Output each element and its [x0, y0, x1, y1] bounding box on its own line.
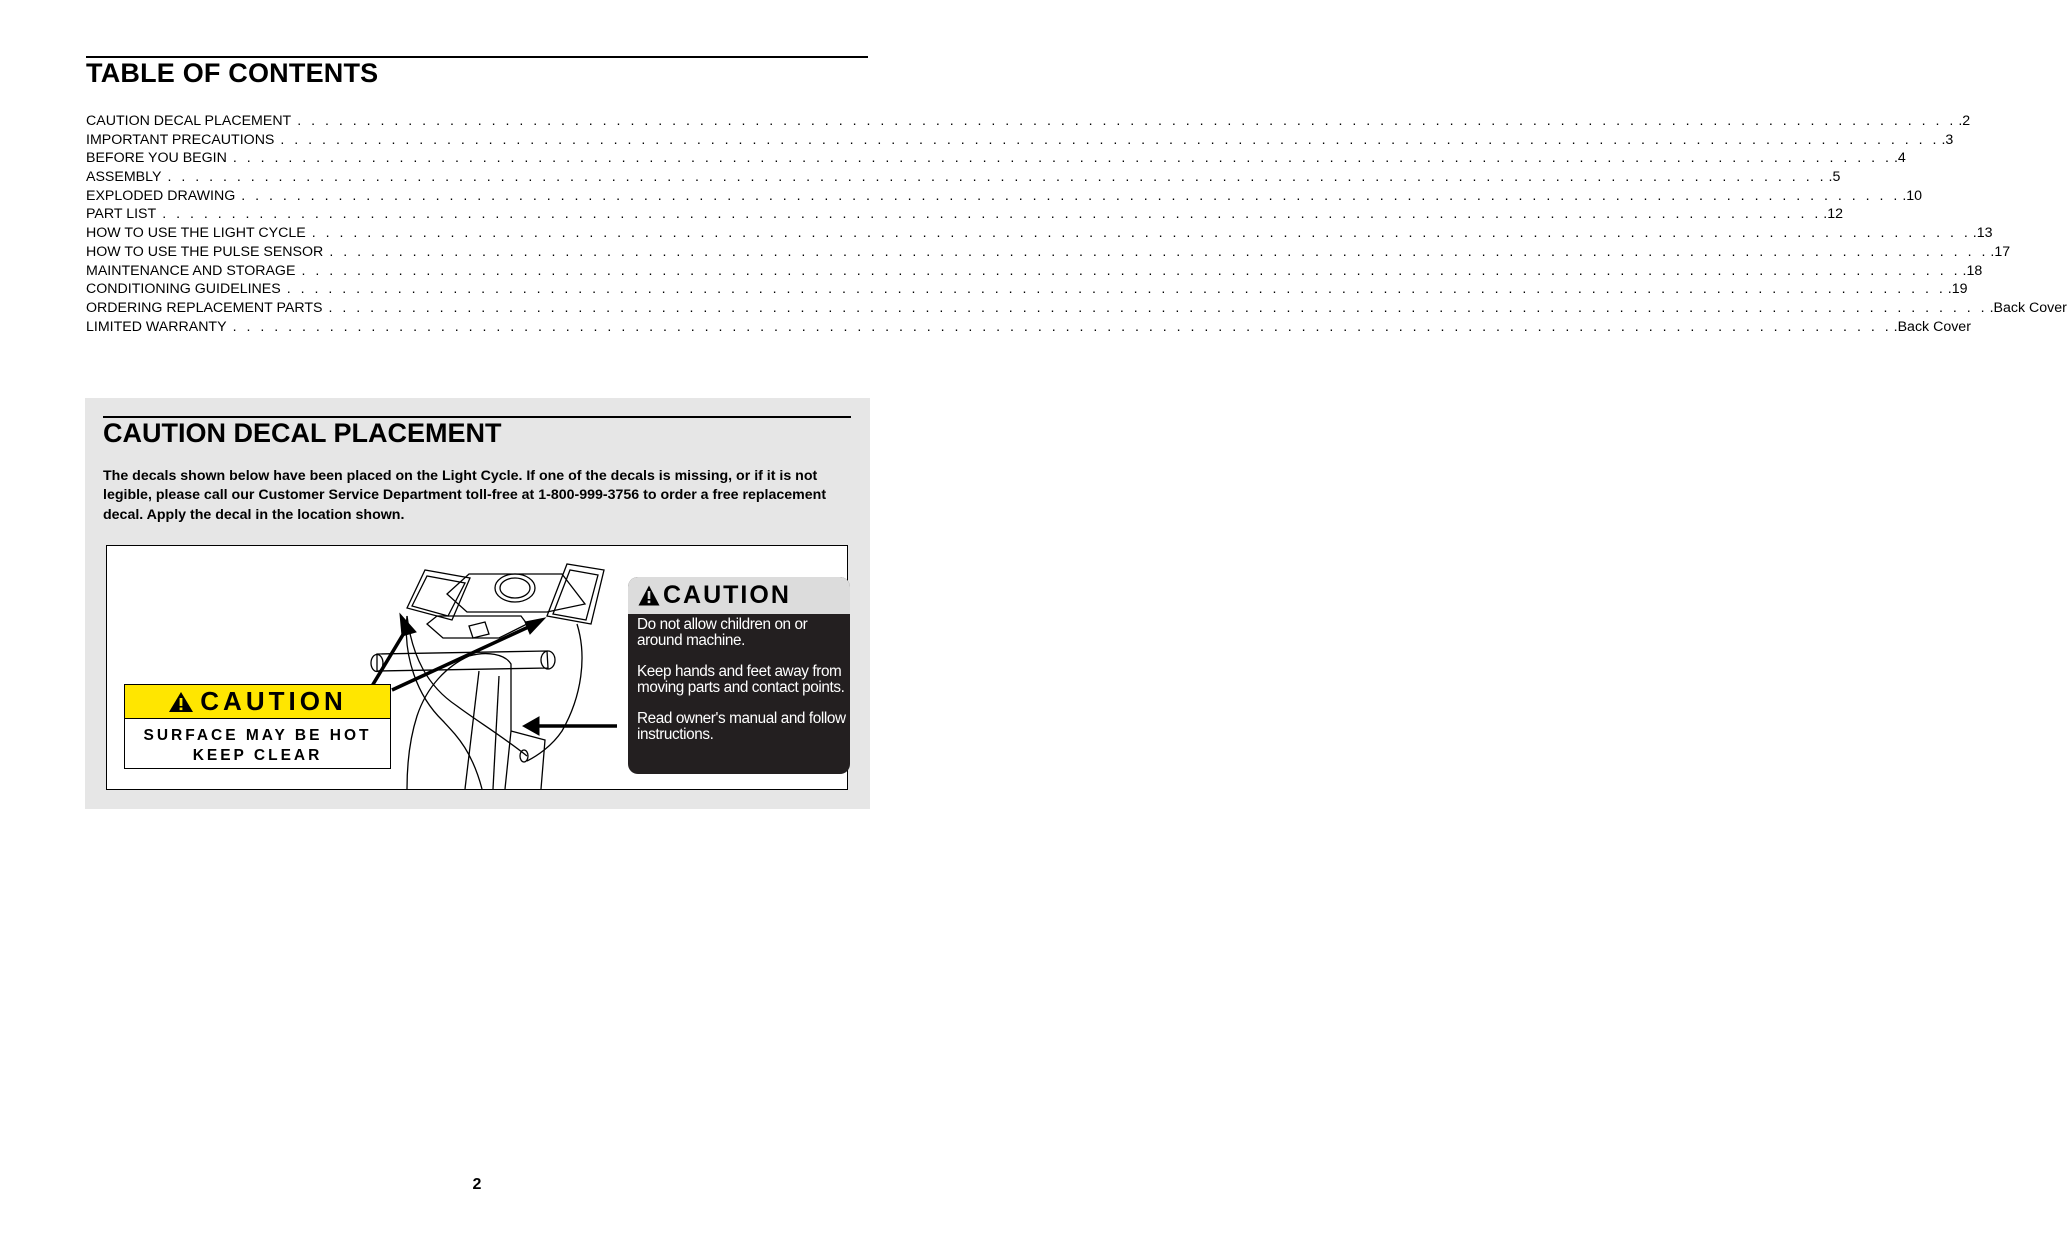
warning-triangle-icon: [638, 585, 660, 606]
toc-entry-page: .10: [1902, 187, 1923, 204]
toc-dot-leader: . . . . . . . . . . . . . . . . . . . . . . . . . . . . . . . . . . . . . . . . . . . . . . . . . . . . . . . . . . . . . . . . . . . . . . . . . . . . . . . . . . . . . . . . . . . . . . . . . . . . . . . . . . . . . . . . . . . . . . . .: [241, 187, 1901, 204]
instructions-decal-header: [628, 577, 850, 614]
toc-entry-title: ORDERING REPLACEMENT PARTS: [86, 299, 323, 316]
warning-triangle-icon: [168, 691, 194, 713]
toc-dot-leader: . . . . . . . . . . . . . . . . . . . . . . . . . . . . . . . . . . . . . . . . . . . . . . . . . . . . . . . . . . . . . . . . . . . . . . . . . . . . . . . . . . . . . . . . . . . . . . . . . . . . . . . . . . . . . . . . . . . . . . . .: [301, 262, 1961, 279]
section-title: CAUTION DECAL PLACEMENT: [103, 418, 502, 448]
toc-entry-page: .3: [1941, 131, 1954, 148]
toc-entry: [86, 262, 1983, 281]
toc-entry: [86, 112, 1971, 131]
toc-entry-title: HOW TO USE THE PULSE SENSOR: [86, 243, 324, 260]
toc-entry-title: MAINTENANCE AND STORAGE: [86, 262, 296, 279]
caution-decal-section: [85, 398, 870, 809]
toc-entry-page: .13: [1972, 225, 1993, 242]
toc-entry-title: ASSEMBLY: [86, 169, 162, 186]
toc-entry-title: EXPLODED DRAWING: [86, 187, 236, 204]
toc-entry: [86, 299, 2067, 318]
toc-list: [86, 112, 2067, 336]
surface-hot-line: SURFACE MAY BE HOT: [143, 727, 372, 744]
decal-placement-figure: [106, 545, 848, 790]
keep-clear-line: KEEP CLEAR: [192, 747, 323, 764]
instructions-decal-body: [637, 617, 847, 758]
surface-hot-decal-text: [125, 719, 390, 766]
toc-entry-title: CAUTION DECAL PLACEMENT: [86, 113, 292, 129]
toc-dot-leader: . . . . . . . . . . . . . . . . . . . . . . . . . . . . . . . . . . . . . . . . . . . . . . . . . . . . . . . . . . . . . . . . . . . . . . . . . . . . . . . . . . . . . . . . . . . . . . . . . . . . . . . . . . . . . . . . . . . . . . . .: [329, 243, 1989, 260]
toc-entry-page: .2: [1958, 113, 1971, 129]
toc-entry-page: .4: [1893, 150, 1906, 167]
instructions-decal-heading: CAUTION: [663, 581, 791, 609]
toc-entry-page: .12: [1823, 206, 1843, 223]
instructions-caution-decal: [628, 577, 850, 774]
toc-entry-page: .Back Cover: [1893, 318, 1971, 335]
toc-dot-leader: . . . . . . . . . . . . . . . . . . . . . . . . . . . . . . . . . . . . . . . . . . . . . . . . . . . . . . . . . . . . . . . . . . . . . . . . . . . . . . . . . . . . . . . . . . . . . . . . . . . . . . . . . . . . . . . . . . . . . . . .: [232, 150, 1892, 167]
surface-hot-decal-header: [125, 685, 390, 719]
instruction-children: Do not allow children on or around machine.: [637, 616, 808, 649]
instruction-read-manual: Read owner's manual and follow instructions.: [637, 710, 846, 743]
toc-entry: [86, 280, 1968, 299]
toc-dot-leader: . . . . . . . . . . . . . . . . . . . . . . . . . . . . . . . . . . . . . . . . . . . . . . . . . . . . . . . . . . . . . . . . . . . . . . . . . . . . . . . . . . . . . . . . . . . . . . . . . . . . . . . . . . . . . . . . . . . . . . . .: [328, 299, 1988, 316]
toc-dot-leader: . . . . . . . . . . . . . . . . . . . . . . . . . . . . . . . . . . . . . . . . . . . . . . . . . . . . . . . . . . . . . . . . . . . . . . . . . . . . . . . . . . . . . . . . . . . . . . . . . . . . . . . . . . . . . . . . . . . . . . . .: [280, 131, 1940, 148]
toc-entry-title: IMPORTANT PRECAUTIONS: [86, 131, 275, 148]
instruction-hands-feet: Keep hands and feet away from moving parts and contact points.: [637, 663, 845, 696]
section-intro: The decals shown below have been placed on the Light Cycle. If one of the decals is missing, or if it is not legible, please call our Customer Service Department toll-free at 1-800-999-3756 to order a free replacement decal. Apply the decal in the location shown.: [103, 468, 827, 523]
toc-entry-page: .Back Cover: [1989, 299, 2067, 316]
toc-entry: [86, 243, 2011, 262]
toc-dot-leader: . . . . . . . . . . . . . . . . . . . . . . . . . . . . . . . . . . . . . . . . . . . . . . . . . . . . . . . . . . . . . . . . . . . . . . . . . . . . . . . . . . . . . . . . . . . . . . . . . . . . . . . . . . . . . . . . . . . . . . . .: [232, 318, 1892, 335]
toc-entry-page: .5: [1828, 169, 1841, 186]
toc-entry-page: .19: [1947, 281, 1968, 298]
surface-hot-decal: [124, 684, 391, 769]
toc-entry-title: LIMITED WARRANTY: [86, 318, 227, 335]
toc-entry-page: .17: [1990, 243, 2011, 260]
toc-entry: [86, 168, 1841, 187]
toc-entry-title: BEFORE YOU BEGIN: [86, 150, 227, 167]
toc-dot-leader: . . . . . . . . . . . . . . . . . . . . . . . . . . . . . . . . . . . . . . . . . . . . . . . . . . . . . . . . . . . . . . . . . . . . . . . . . . . . . . . . . . . . . . . . . . . . . . . . . . . . . . . . . . . . . . . . . . . . . . . .: [286, 281, 1946, 298]
surface-hot-decal-heading: CAUTION: [200, 686, 347, 716]
toc-entry-title: CONDITIONING GUIDELINES: [86, 281, 281, 298]
toc-entry-page: .18: [1962, 262, 1983, 279]
toc-title: TABLE OF CONTENTS: [86, 58, 379, 88]
toc-entry: [86, 205, 1843, 224]
toc-entry-title: PART LIST: [86, 206, 157, 223]
toc-entry: [86, 149, 1906, 168]
toc-entry: [86, 224, 1993, 243]
toc-dot-leader: . . . . . . . . . . . . . . . . . . . . . . . . . . . . . . . . . . . . . . . . . . . . . . . . . . . . . . . . . . . . . . . . . . . . . . . . . . . . . . . . . . . . . . . . . . . . . . . . . . . . . . . . . . . . . . . . . . . . . . . .: [167, 169, 1827, 186]
toc-dot-leader: . . . . . . . . . . . . . . . . . . . . . . . . . . . . . . . . . . . . . . . . . . . . . . . . . . . . . . . . . . . . . . . . . . . . . . . . . . . . . . . . . . . . . . . . . . . . . . . . . . . . . . . . . . . . . . . . . . . . . . . .: [297, 113, 1957, 129]
toc-entry: [86, 187, 1923, 206]
toc-dot-leader: . . . . . . . . . . . . . . . . . . . . . . . . . . . . . . . . . . . . . . . . . . . . . . . . . . . . . . . . . . . . . . . . . . . . . . . . . . . . . . . . . . . . . . . . . . . . . . . . . . . . . . . . . . . . . . . . . . . . . . . .: [162, 206, 1822, 223]
toc-entry: [86, 318, 1971, 337]
toc-entry-title: HOW TO USE THE LIGHT CYCLE: [86, 225, 306, 242]
toc-entry: [86, 131, 1954, 150]
toc-dot-leader: . . . . . . . . . . . . . . . . . . . . . . . . . . . . . . . . . . . . . . . . . . . . . . . . . . . . . . . . . . . . . . . . . . . . . . . . . . . . . . . . . . . . . . . . . . . . . . . . . . . . . . . . . . . . . . . . . . . . . . . .: [311, 225, 1971, 242]
page-number: 2: [472, 1176, 482, 1193]
